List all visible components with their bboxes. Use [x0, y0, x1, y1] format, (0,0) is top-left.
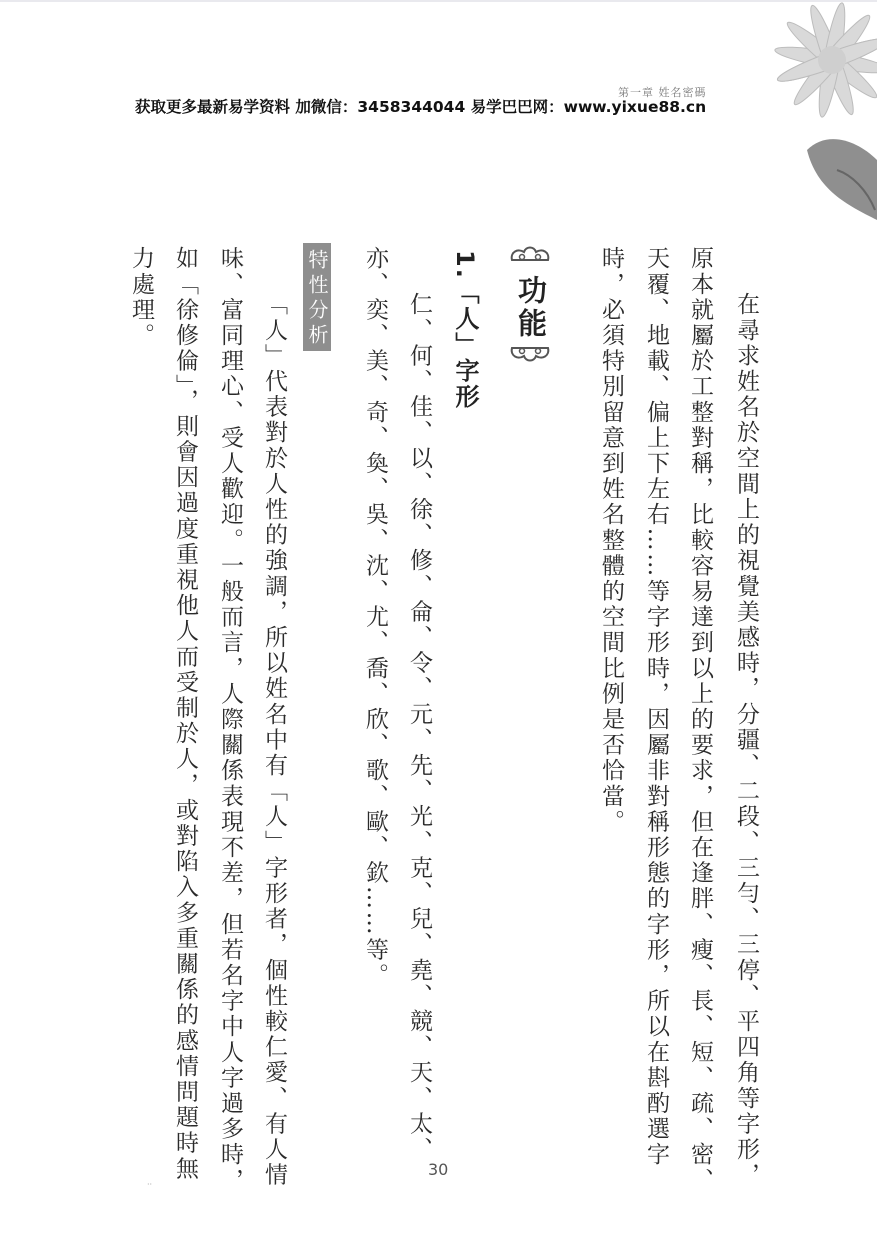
subsection-heading: 1.「人」字形	[451, 250, 479, 410]
footer-mark: ··	[147, 1180, 153, 1189]
paragraph2-line-3: 如「徐修倫」，則會因過度重視他人而受制於人，或對陷入多重關係的感情問題時無	[172, 246, 198, 1182]
paragraph2-line-4: 力處理。	[128, 246, 154, 349]
chrysanthemum-decoration	[737, 0, 877, 235]
cloud-ornament-top	[508, 242, 552, 266]
examples-line-2: 亦、奕、美、奇、奐、吳、沈、尤、喬、欣、歌、歐、欽……等。	[362, 246, 388, 989]
watermark-text: 获取更多最新易学资料 加微信：3458344044 易学巴巴网：www.yixue88.cn	[135, 98, 707, 116]
paragraph1-line-2: 原本就屬於工整對稱，比較容易達到以上的要求，但在逢胖、瘦、長、短、疏、密、	[687, 246, 713, 1194]
section-title: 功能	[514, 275, 548, 341]
cloud-ornament-bottom	[508, 342, 552, 366]
paragraph2-line-1: 「人」代表對於人性的強調，所以姓名中有「人」字形者，個性較仁愛、有人情	[261, 292, 287, 1188]
section-heading	[505, 242, 555, 367]
paragraph1-line-3: 天覆、地載、偏上下左右……等字形時，因屬非對稱形態的字形，所以在斟酌選字	[643, 246, 669, 1168]
analysis-badge: 特性分析	[303, 243, 331, 351]
chapter-header: 第一章 姓名密碼	[618, 86, 707, 99]
paragraph1-line-1: 在尋求姓名於空間上的視覺美感時，分疆、二段、三勻、三停、平四角等字形，	[733, 292, 759, 1188]
paragraph2-line-2: 味、富同理心、受人歡迎。一般而言，人際關係表現不差，但若名字中人字過多時，	[217, 246, 243, 1194]
examples-line-1: 仁、何、佳、以、徐、修、侖、令、元、先、光、克、兒、堯、競、天、太、	[406, 292, 432, 1163]
paragraph1-line-4: 時，必須特別留意到姓名整體的空間比例是否恰當。	[598, 246, 624, 835]
page-number: 30	[428, 1160, 449, 1179]
